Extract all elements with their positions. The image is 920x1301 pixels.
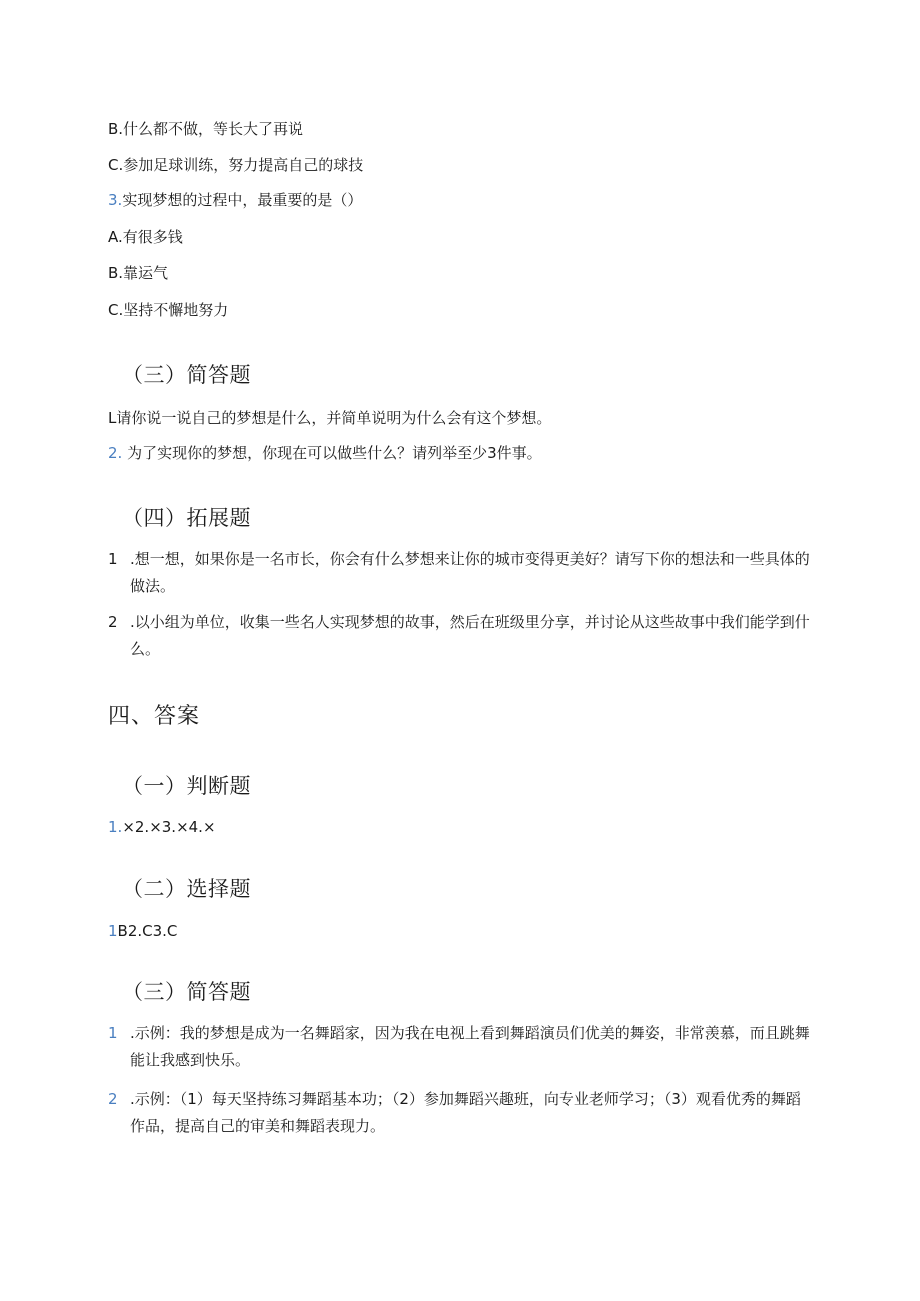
answers-part1-heading: （一）判断题	[122, 774, 251, 798]
answers-part2-line	[108, 921, 177, 941]
answers-part2-number: 1	[108, 922, 118, 940]
q2-option-b: B.什么都不做，等长大了再说	[108, 120, 304, 138]
answers-part1-number: 1.	[108, 818, 123, 836]
section3-q2-text: 为了实现你的梦想，你现在可以做些什么？请列举至少3件事。	[127, 444, 542, 462]
section4-q1-number: 1	[108, 550, 118, 568]
answers-part3-a2-text: .示例：（1）每天坚持练习舞蹈基本功；（2）参加舞蹈兴趣班，向专业老师学习；（3）观看优秀的舞蹈作品，提高自己的审美和舞蹈表现力。	[130, 1090, 801, 1135]
section4-q1	[108, 546, 813, 600]
answers-part1-line	[108, 817, 216, 837]
section3-q2-number: 2.	[108, 444, 123, 462]
section4-q2-number: 2	[108, 613, 118, 631]
section3-q2	[108, 443, 542, 463]
answers-title: 四、答案	[108, 704, 201, 729]
answers-part2-text: B2.C3.C	[117, 922, 178, 940]
section3-heading: （三）简答题	[122, 363, 251, 387]
answers-part3-heading: （三）简答题	[122, 980, 251, 1004]
answers-part3-a2	[108, 1086, 813, 1140]
q3-number: 3.	[108, 191, 123, 209]
section4-q2	[108, 609, 813, 663]
q3-text: 实现梦想的过程中，最重要的是（）	[122, 191, 363, 209]
q3-option-c: C.坚持不懈地努力	[108, 301, 229, 319]
section4-heading: （四）拓展题	[122, 506, 251, 530]
q3-option-a: A.有很多钱	[108, 228, 183, 246]
answers-part2-heading: （二）选择题	[122, 877, 251, 901]
q3-option-b: B.靠运气	[108, 264, 169, 282]
q3-question	[108, 190, 362, 210]
section3-q1: L请你说一说自己的梦想是什么，并简单说明为什么会有这个梦想。	[108, 409, 552, 427]
section4-q1-text: .想一想，如果你是一名市长，你会有什么梦想来让你的城市变得更美好？请写下你的想法和一些具体的做法。	[130, 550, 810, 595]
answers-part1-text: ×2.×3.×4.×	[122, 818, 216, 836]
q2-option-c: C.参加足球训练，努力提高自己的球技	[108, 156, 364, 174]
answers-part3-a2-number: 2	[108, 1090, 118, 1108]
answers-part3-a1-number: 1	[108, 1024, 118, 1042]
section4-q2-text: .以小组为单位，收集一些名人实现梦想的故事，然后在班级里分享，并讨论从这些故事中我们能学到什么。	[130, 613, 810, 658]
answers-part3-a1-text: .示例：我的梦想是成为一名舞蹈家，因为我在电视上看到舞蹈演员们优美的舞姿，非常羡慕，而且跳舞能让我感到快乐。	[130, 1024, 810, 1069]
answers-part3-a1	[108, 1020, 813, 1074]
